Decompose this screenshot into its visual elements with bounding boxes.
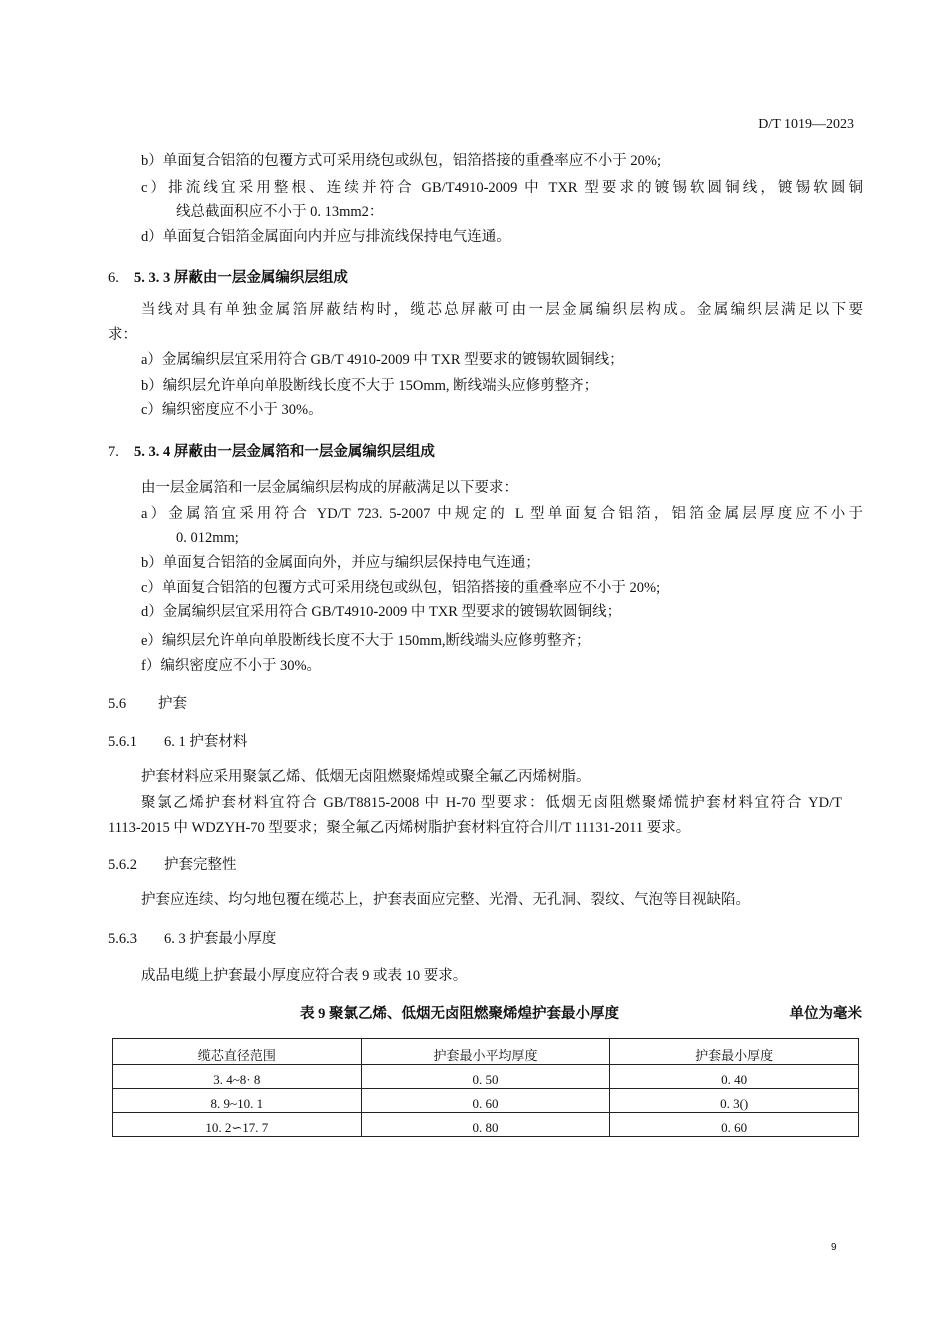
table-row (113, 1113, 859, 1137)
section-563-paragraph: 成品电缆上护套最小厚度应符合表 9 或表 10 要求。 (141, 968, 468, 984)
section-title: 5. 3. 3 屏蔽由一层金属编织层组成 (134, 270, 348, 286)
section-561-paragraph2-line2: 1113-2015 中 WDZYH-70 型要求；聚全氟乙丙烯树脂护套材料宜符合川/T 11131-2011 要求。 (108, 820, 691, 836)
section-562-paragraph: 护套应连续、均匀地包覆在缆芯上，护套表面应完整、光滑、无孔洞、裂纹、气泡等目视缺陷。 (141, 892, 750, 908)
table-header-cell: 缆芯直径范围 (113, 1039, 362, 1065)
intro-item-c-line2: 线总截面积应不小于 0. 13mm2： (176, 204, 384, 220)
table-cell: 0. 40 (610, 1065, 859, 1089)
table-cell: 0. 60 (361, 1089, 610, 1113)
table-cell: 0. 50 (361, 1065, 610, 1089)
table-cell: 10. 2∽17. 7 (113, 1113, 362, 1137)
thickness-table (112, 1038, 859, 1137)
section-534-item-c: c）单面复合铝箔的包覆方式可采用绕包或纵包，铝箔搭接的重叠率应不小于 20%; (141, 580, 661, 596)
section-533-item-b: b）编织层允许单向单股断线长度不大于 15Omm, 断线端头应修剪整齐； (141, 378, 599, 394)
section-533-item-a: a）金属编织层宜采用符合 GB/T 4910-2009 中 TXR 型要求的镀锡软圆铜线； (141, 352, 624, 368)
section-number: 7. (108, 444, 119, 460)
table-header-cell: 护套最小厚度 (610, 1039, 859, 1065)
table-cell: 0. 3() (610, 1089, 859, 1113)
section-534-item-f: f）编织密度应不小于 30%。 (141, 658, 322, 674)
table-header-row (113, 1039, 859, 1065)
section-number: 5.6.1 (108, 734, 137, 750)
section-title: 6. 3 护套最小厚度 (164, 931, 277, 947)
section-534-item-a-line1: a）金属箔宜采用符合 YD/T 723. 5-2007 中规定的 L 型单面复合铝箔，铝箔金属层厚度应不小于 (141, 506, 863, 522)
table-header-cell: 护套最小平均厚度 (361, 1039, 610, 1065)
section-number: 5.6.3 (108, 931, 137, 947)
section-title: 护套完整性 (164, 857, 237, 873)
section-534-item-e: e）编织层允许单向单股断线长度不大于 150mm,断线端头应修剪整齐； (141, 633, 591, 649)
intro-item-b: b）单面复合铝箔的包覆方式可采用绕包或纵包，铝箔搭接的重叠率应不小于 20%; (141, 153, 661, 169)
table-caption: 表 9 聚氯乙烯、低烟无卤阻燃聚烯煌护套最小厚度 (300, 1006, 619, 1022)
section-533-paragraph-line2: 求： (108, 327, 137, 343)
section-561-paragraph1: 护套材料应采用聚氯乙烯、低烟无卤阻燃聚烯煌或聚全氟乙丙烯树脂。 (141, 769, 591, 785)
section-534-paragraph: 由一层金属箔和一层金属编织层构成的屏蔽满足以下要求： (141, 480, 518, 496)
section-533-item-c: c）编织密度应不小于 30%。 (141, 402, 323, 418)
section-title: 5. 3. 4 屏蔽由一层金属箔和一层金属编织层组成 (134, 444, 435, 460)
intro-item-d: d）单面复合铝箔金属面向内并应与排流线保持电气连通。 (141, 229, 511, 245)
section-534-item-b: b）单面复合铝箔的金属面向外，并应与编织层保持电气连通； (141, 555, 540, 571)
section-number: 5.6 (108, 696, 127, 712)
section-number: 6. (108, 270, 119, 286)
table-unit-label: 单位为毫米 (789, 1006, 862, 1022)
section-title: 6. 1 护套材料 (164, 734, 248, 750)
section-number: 5.6.2 (108, 857, 137, 873)
table-cell: 0. 60 (610, 1113, 859, 1137)
table-row (113, 1089, 859, 1113)
table-cell: 8. 9~10. 1 (113, 1089, 362, 1113)
page-number: 9 (831, 1242, 837, 1253)
section-533-paragraph-line1: 当线对具有单独金属箔屏蔽结构时，缆芯总屏蔽可由一层金属编织层构成。金属编织层满足以下要 (141, 302, 863, 318)
document-code-header: D/T 1019—2023 (758, 117, 854, 132)
table-cell: 3. 4~8· 8 (113, 1065, 362, 1089)
section-534-item-d: d）金属编织层宜采用符合 GB/T4910-2009 中 TXR 型要求的镀锡软圆铜线； (141, 604, 622, 620)
section-561-paragraph2-line1: 聚氯乙烯护套材料宜符合 GB/T8815-2008 中 H-70 型要求：低烟无卤阻燃聚烯慌护套材料宜符合 YD/T (141, 795, 842, 811)
table-cell: 0. 80 (361, 1113, 610, 1137)
table-row (113, 1065, 859, 1089)
intro-item-c-line1: c）排流线宜采用整根、连续并符合 GB/T4910-2009 中 TXR 型要求的镀锡软圆铜线，镀锡软圆铜 (141, 180, 863, 196)
section-534-item-a-line2: 0. 012mm; (176, 530, 239, 546)
section-title: 护套 (158, 696, 187, 712)
